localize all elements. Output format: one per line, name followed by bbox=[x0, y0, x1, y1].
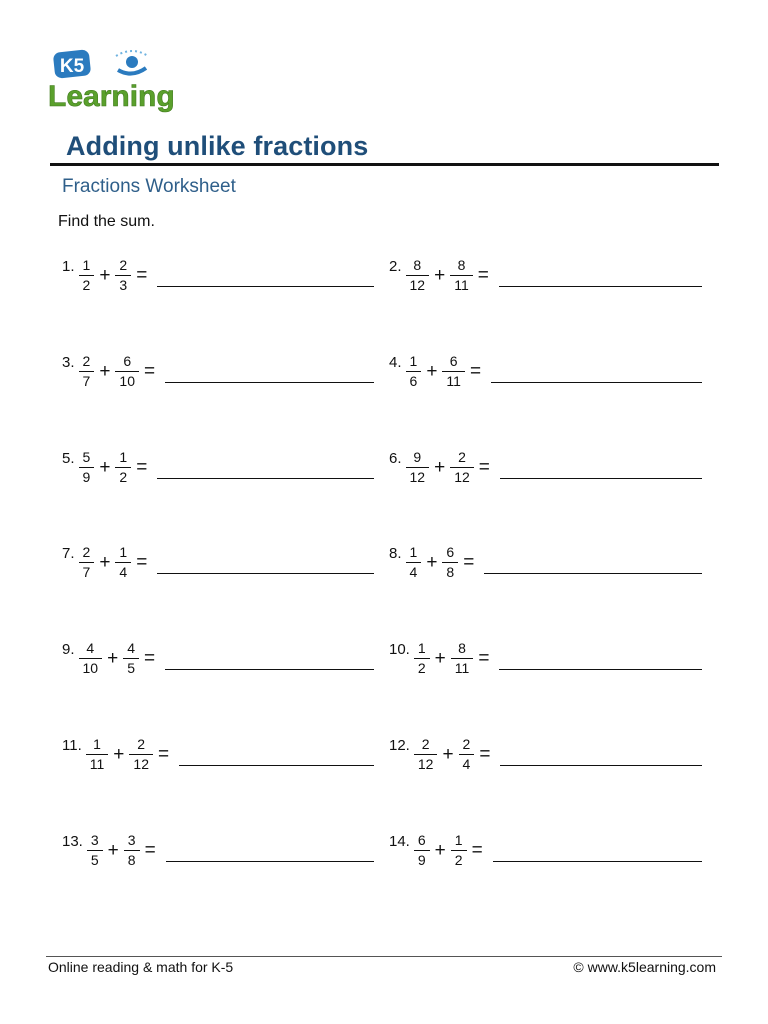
plus-sign: + bbox=[107, 647, 119, 669]
denominator: 10 bbox=[115, 371, 139, 389]
answer-line[interactable] bbox=[165, 360, 374, 383]
numerator: 1 bbox=[454, 832, 463, 848]
answer-line[interactable] bbox=[179, 743, 374, 766]
answer-line[interactable] bbox=[157, 551, 374, 574]
problem-number: 10. bbox=[389, 641, 410, 658]
numerator: 1 bbox=[409, 353, 418, 369]
problem-item bbox=[389, 737, 702, 772]
numerator: 1 bbox=[409, 544, 418, 560]
problem-item bbox=[389, 833, 702, 868]
plus-sign: + bbox=[99, 551, 111, 573]
fraction-second bbox=[442, 545, 458, 580]
numerator: 4 bbox=[86, 640, 95, 656]
denominator: 12 bbox=[406, 275, 430, 293]
fraction-second bbox=[129, 737, 153, 772]
numerator: 8 bbox=[413, 257, 422, 273]
answer-line[interactable] bbox=[165, 647, 374, 670]
denominator: 2 bbox=[451, 850, 467, 868]
footer-copyright: © www.k5learning.com bbox=[573, 959, 716, 975]
plus-sign: + bbox=[99, 360, 111, 382]
problem-item bbox=[62, 258, 374, 293]
problem-item bbox=[389, 641, 702, 676]
numerator: 8 bbox=[457, 257, 466, 273]
problem-item bbox=[62, 450, 374, 485]
plus-sign: + bbox=[99, 264, 111, 286]
problem-number: 3. bbox=[62, 354, 75, 371]
denominator: 10 bbox=[79, 658, 103, 676]
numerator: 6 bbox=[123, 353, 132, 369]
problem-number: 13. bbox=[62, 833, 83, 850]
numerator: 8 bbox=[458, 640, 466, 656]
fraction-second bbox=[115, 450, 131, 485]
fraction-second bbox=[451, 833, 467, 868]
fraction-first bbox=[79, 258, 95, 293]
numerator: 2 bbox=[82, 353, 91, 369]
plus-sign: + bbox=[107, 839, 119, 861]
equals-sign: = bbox=[471, 839, 483, 861]
denominator: 12 bbox=[129, 754, 153, 772]
denominator: 2 bbox=[115, 467, 131, 485]
fraction-second bbox=[115, 354, 139, 389]
denominator: 11 bbox=[450, 275, 473, 293]
denominator: 12 bbox=[414, 754, 438, 772]
numerator: 4 bbox=[127, 640, 135, 656]
equals-sign: = bbox=[479, 743, 491, 765]
equals-sign: = bbox=[469, 360, 482, 382]
logo-k5-text: K5 bbox=[59, 56, 85, 77]
logo-learning-text: Learning bbox=[48, 80, 175, 113]
footer-tagline: Online reading & math for K-5 bbox=[48, 959, 234, 975]
problem-number: 11. bbox=[62, 737, 82, 754]
fraction-second bbox=[115, 258, 131, 293]
denominator: 4 bbox=[406, 562, 422, 580]
denominator: 12 bbox=[450, 467, 474, 485]
footer-divider bbox=[46, 956, 722, 957]
denominator: 7 bbox=[79, 562, 95, 580]
problem-item bbox=[389, 258, 702, 293]
plus-sign: + bbox=[99, 456, 111, 478]
equals-sign: = bbox=[478, 456, 490, 478]
denominator: 2 bbox=[79, 275, 95, 293]
problem-number: 8. bbox=[389, 545, 402, 562]
problem-item bbox=[62, 833, 374, 868]
answer-line[interactable] bbox=[157, 264, 374, 287]
denominator: 12 bbox=[406, 467, 430, 485]
denominator: 6 bbox=[406, 371, 422, 389]
equals-sign: = bbox=[144, 360, 156, 382]
fraction-first bbox=[406, 354, 422, 389]
problem-item bbox=[389, 450, 702, 485]
denominator: 8 bbox=[442, 562, 458, 580]
problem-item bbox=[62, 641, 374, 676]
fraction-second bbox=[459, 737, 475, 772]
fraction-second bbox=[450, 450, 474, 485]
denominator: 11 bbox=[86, 754, 109, 772]
fraction-first bbox=[79, 354, 95, 389]
equals-sign: = bbox=[157, 743, 170, 765]
problem-number: 4. bbox=[389, 354, 402, 371]
problem-item bbox=[389, 354, 702, 389]
fraction-first bbox=[86, 737, 109, 772]
plus-sign: + bbox=[434, 456, 446, 478]
fraction-second bbox=[123, 641, 139, 676]
fraction-first bbox=[79, 641, 103, 676]
fraction-second bbox=[124, 833, 140, 868]
fraction-first bbox=[414, 641, 430, 676]
denominator: 4 bbox=[459, 754, 475, 772]
equals-sign: = bbox=[136, 456, 148, 478]
denominator: 3 bbox=[115, 275, 131, 293]
equals-sign: = bbox=[136, 264, 148, 286]
numerator: 2 bbox=[458, 449, 466, 465]
fraction-second bbox=[451, 641, 474, 676]
title-divider bbox=[50, 163, 719, 166]
numerator: 2 bbox=[82, 544, 91, 560]
numerator: 2 bbox=[119, 257, 128, 273]
fraction-first bbox=[87, 833, 103, 868]
problem-item bbox=[62, 354, 374, 389]
answer-line[interactable] bbox=[484, 551, 702, 574]
denominator: 5 bbox=[123, 658, 139, 676]
numerator: 2 bbox=[137, 736, 146, 752]
numerator: 6 bbox=[417, 832, 426, 848]
equals-sign: = bbox=[463, 551, 475, 573]
denominator: 7 bbox=[79, 371, 95, 389]
problem-number: 7. bbox=[62, 545, 75, 562]
equals-sign: = bbox=[477, 264, 489, 286]
k5-logo-graphic bbox=[46, 48, 188, 114]
fraction-first bbox=[414, 833, 430, 868]
fraction-second bbox=[450, 258, 473, 293]
plus-sign: + bbox=[434, 647, 446, 669]
answer-line[interactable] bbox=[499, 647, 702, 670]
problem-number: 12. bbox=[389, 737, 410, 754]
answer-line[interactable] bbox=[166, 839, 374, 862]
plus-sign: + bbox=[442, 743, 454, 765]
denominator: 11 bbox=[451, 658, 474, 676]
numerator: 5 bbox=[82, 449, 91, 465]
fraction-first bbox=[79, 545, 95, 580]
fraction-first bbox=[406, 258, 430, 293]
numerator: 2 bbox=[421, 736, 430, 752]
denominator: 5 bbox=[87, 850, 103, 868]
denominator: 2 bbox=[414, 658, 430, 676]
problem-number: 5. bbox=[62, 450, 75, 467]
answer-line[interactable] bbox=[500, 456, 702, 479]
denominator: 11 bbox=[442, 371, 465, 389]
problem-number: 6. bbox=[389, 450, 402, 467]
fraction-second bbox=[115, 545, 131, 580]
problem-number: 1. bbox=[62, 258, 75, 275]
numerator: 1 bbox=[93, 736, 101, 752]
page-title: Adding unlike fractions bbox=[66, 131, 369, 161]
denominator: 9 bbox=[414, 850, 430, 868]
numerator: 1 bbox=[119, 544, 128, 560]
plus-sign: + bbox=[426, 360, 438, 382]
denominator: 8 bbox=[124, 850, 140, 868]
numerator: 2 bbox=[462, 736, 471, 752]
numerator: 9 bbox=[413, 449, 422, 465]
equals-sign: = bbox=[144, 839, 156, 861]
equals-sign: = bbox=[136, 551, 148, 573]
plus-sign: + bbox=[426, 551, 438, 573]
numerator: 1 bbox=[119, 449, 128, 465]
fraction-first bbox=[79, 450, 95, 485]
numerator: 1 bbox=[82, 257, 91, 273]
answer-line[interactable] bbox=[499, 264, 702, 287]
problem-number: 2. bbox=[389, 258, 402, 275]
fraction-second bbox=[442, 354, 465, 389]
answer-line[interactable] bbox=[500, 743, 702, 766]
plus-sign: + bbox=[434, 839, 446, 861]
page-subtitle: Fractions Worksheet bbox=[62, 176, 236, 197]
problem-item bbox=[62, 545, 374, 580]
equals-sign: = bbox=[478, 647, 490, 669]
fraction-first bbox=[406, 545, 422, 580]
problem-number: 9. bbox=[62, 641, 75, 658]
denominator: 9 bbox=[79, 467, 95, 485]
problem-item bbox=[389, 545, 702, 580]
numerator: 3 bbox=[90, 832, 99, 848]
instruction-text: Find the sum. bbox=[58, 213, 155, 230]
fraction-first bbox=[406, 450, 430, 485]
problem-item bbox=[62, 737, 374, 772]
numerator: 3 bbox=[127, 832, 136, 848]
numerator: 6 bbox=[446, 544, 455, 560]
numerator: 1 bbox=[417, 640, 426, 656]
k5-learning-logo bbox=[46, 48, 188, 114]
answer-line[interactable] bbox=[493, 839, 702, 862]
answer-line[interactable] bbox=[491, 360, 702, 383]
plus-sign: + bbox=[113, 743, 125, 765]
fraction-first bbox=[414, 737, 438, 772]
problem-number: 14. bbox=[389, 833, 410, 850]
equals-sign: = bbox=[144, 647, 156, 669]
numerator: 6 bbox=[449, 353, 458, 369]
denominator: 4 bbox=[115, 562, 131, 580]
answer-line[interactable] bbox=[157, 456, 374, 479]
plus-sign: + bbox=[434, 264, 446, 286]
